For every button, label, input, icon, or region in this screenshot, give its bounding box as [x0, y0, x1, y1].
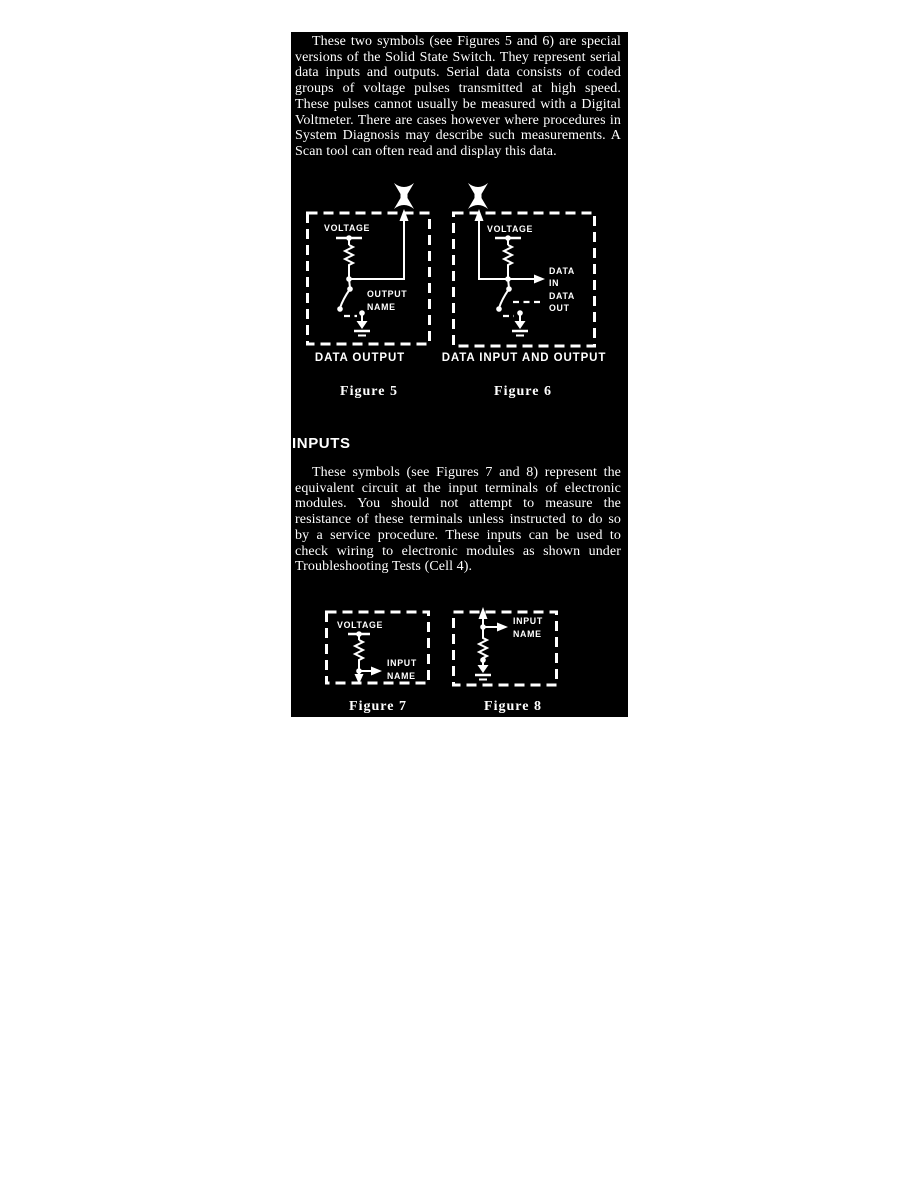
data-in-label-line2: IN: [549, 278, 560, 288]
output-line-arrow: [475, 209, 509, 279]
figure6-data-input-output-diagram: [450, 178, 600, 350]
data-in-arrow: [508, 275, 545, 284]
data-in-label-line1: DATA: [549, 266, 575, 276]
outputs-paragraph: These two symbols (see Figures 5 and 6) are special versions of the Solid State Switch. They represent serial data inputs and outputs. Serial data consists of coded groups of voltage pulses transmitted at high speed. These pulses cannot usually be measured with a Digital Voltmeter. There are cases however where procedures in System Diagnosis may describe such measurements. A Scan tool can often read and display this data.: [295, 34, 621, 159]
figure6-caption: Figure 6: [494, 384, 552, 399]
voltage-terminal: [336, 235, 362, 245]
voltage-label: VOLTAGE: [487, 224, 534, 234]
resistor: [479, 627, 487, 659]
data-out-label-line2: OUT: [549, 303, 570, 313]
resistor: [355, 640, 363, 671]
output-name-label-line1: OUTPUT: [367, 289, 408, 299]
connector-icon: [468, 183, 488, 209]
input-name-arrow: [483, 623, 508, 632]
voltage-terminal: [348, 631, 370, 640]
output-line-arrow: [349, 209, 409, 279]
data-out-label-line1: DATA: [549, 291, 575, 301]
switch: [337, 279, 357, 316]
switch: [496, 279, 514, 316]
input-up-arrow: [479, 607, 488, 627]
output-name-label-line2: NAME: [367, 302, 396, 312]
input-name-label-line2: NAME: [387, 671, 416, 681]
figure5-title: DATA OUTPUT: [314, 352, 406, 364]
figure8-input-diagram: [445, 595, 575, 695]
voltage-terminal: [495, 235, 521, 245]
ground-icon: [475, 657, 491, 679]
inputs-heading: INPUTS: [292, 435, 351, 452]
figure6-title: DATA INPUT AND OUTPUT: [441, 352, 607, 364]
figure5-data-output-diagram: [295, 178, 445, 350]
voltage-label: VOLTAGE: [337, 620, 384, 630]
connector-icon: [394, 183, 414, 209]
manual-content-panel: [291, 32, 628, 717]
figure7-caption: Figure 7: [349, 699, 407, 714]
resistor: [504, 245, 512, 279]
figure7-input-diagram: [315, 600, 445, 695]
input-name-label-line1: INPUT: [513, 616, 543, 626]
ground-icon: [512, 310, 528, 335]
figure8-caption: Figure 8: [484, 699, 542, 714]
input-name-label-line2: NAME: [513, 629, 542, 639]
figure5-caption: Figure 5: [340, 384, 398, 399]
resistor: [345, 245, 353, 279]
ground-icon: [354, 310, 370, 335]
input-name-label-line1: INPUT: [387, 658, 417, 668]
voltage-label: VOLTAGE: [324, 223, 371, 233]
inputs-paragraph: These symbols (see Figures 7 and 8) represent the equivalent circuit at the input terminals of electronic modules. You should not attempt to measure the resistance of these terminals unless instructed to do so by a service procedure. These inputs can be used to check wiring to electronic modules as shown under Troubleshooting Tests (Cell 4).: [295, 465, 621, 575]
